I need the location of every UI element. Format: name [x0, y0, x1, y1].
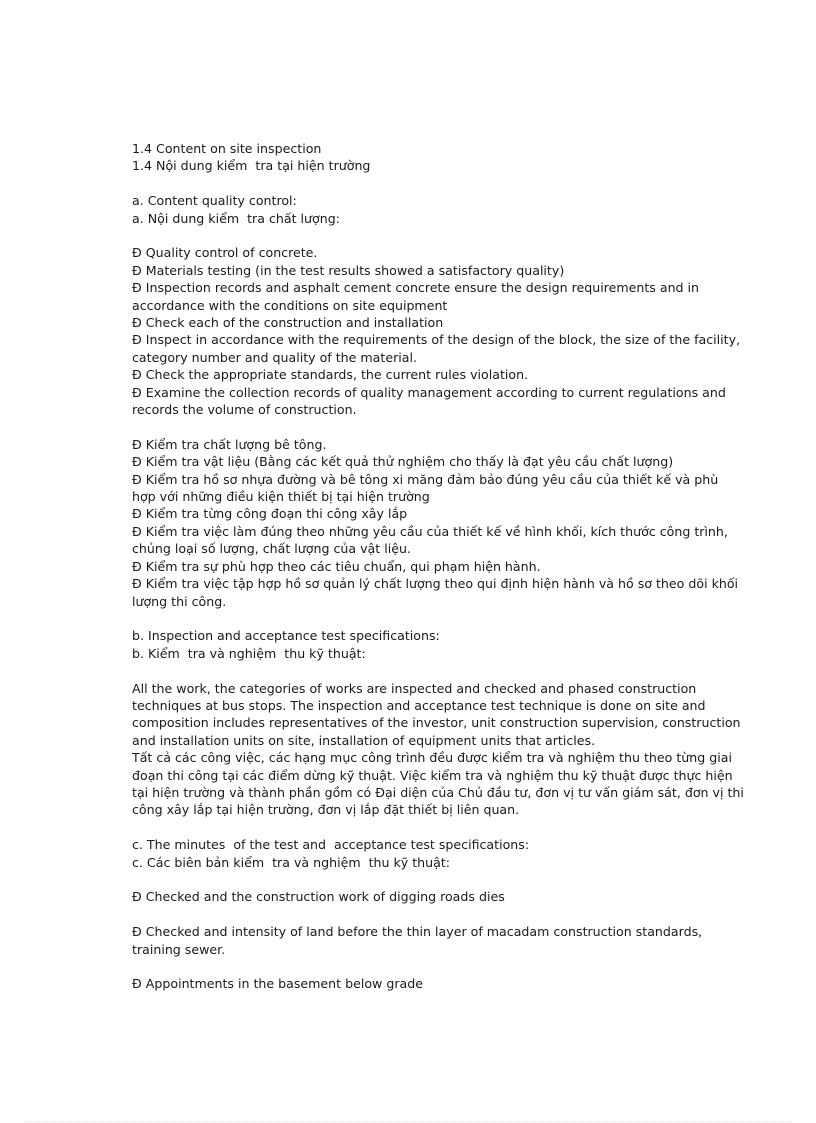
list-item: Đ Kiểm tra chất lượng bê tông. — [132, 436, 327, 452]
list-item: Đ Kiểm tra việc làm đúng theo những yêu cầu của thiết kế về hình khối, kích thước công trình, chủng loại số lượng, chất lượng của vật liệu. — [132, 523, 728, 557]
section-heading-en: 1.4 Content on site inspection — [132, 141, 322, 156]
list-item: Đ Kiểm tra việc tập hợp hồ sơ quản lý chất lượng theo qui định hiện hành và hồ sơ theo dõi khối lượng thi công. — [132, 576, 739, 609]
part-b-heading-en: b. Inspection and acceptance test specifications: — [132, 628, 440, 644]
document-page — [132, 140, 744, 993]
part-b-heading-vi: b. Kiểm tra và nghiệm thu kỹ thuật: — [132, 645, 366, 661]
list-item: Đ Check each of the construction and installation — [132, 315, 444, 331]
list-item: Đ Materials testing (in the test results showed a satisfactory quality) — [132, 262, 565, 278]
part-c-heading-en: c. The minutes of the test and acceptance test specifications: — [132, 837, 530, 853]
list-item: Đ Kiểm tra sự phù hợp theo các tiêu chuẩn, qui phạm hiện hành. — [132, 558, 541, 574]
list-item: Đ Appointments in the basement below grade — [132, 976, 423, 992]
list-item: Đ Kiểm tra hồ sơ nhựa đường và bê tông xi măng đảm bảo đúng yêu cầu của thiết kế và phù hợp với những điều kiện thiết bị tại hiện trường — [132, 471, 719, 505]
list-item: Đ Inspection records and asphalt cement concrete ensure the design requirements and in accordance with the conditions on site equipment — [132, 280, 700, 313]
list-item: Đ Quality control of concrete. — [132, 245, 318, 261]
section-heading-vi: 1.4 Nội dung kiểm tra tại hiện trường — [132, 158, 371, 174]
list-item: Đ Check the appropriate standards, the current rules violation. — [132, 367, 529, 383]
list-item: Đ Inspect in accordance with the requirements of the design of the block, the size of the facility, category number and quality of the material. — [132, 332, 741, 365]
list-item: Đ Checked and the construction work of digging roads dies — [132, 889, 505, 905]
list-item: Đ Examine the collection records of quality management according to current regulations and records the volume of construction. — [132, 384, 726, 418]
list-item: Đ Kiểm tra từng công đoạn thi công xây lắp — [132, 506, 408, 522]
page-bottom-divider — [24, 1121, 792, 1122]
list-item: Đ Checked and intensity of land before the thin layer of macadam construction standards, training sewer. — [132, 924, 703, 957]
part-b-body-en: All the work, the categories of works are inspected and checked and phased construction techniques at bus stops. The inspection and acceptance test technique is done on site and composition includes representatives of the investor, unit construction supervision, construction and installation units on site, installation of equipment units that articles. — [132, 680, 741, 748]
list-item: Đ Kiểm tra vật liệu (Bằng các kết quả thử nghiệm cho thấy là đạt yêu cầu chất lượng) — [132, 454, 674, 470]
part-b-body-vi: Tất cả các công việc, các hạng mục công trình đều được kiểm tra và nghiệm thu theo từng giai đoạn thi công tại các điểm dừng kỹ thuật. Việc kiểm tra và nghiệm thu kỹ thuật được thực hiện tại hiện trường và thành phần gồm có Đại diện của Chủ đầu tư, đơn vị tư vấn giám sát, đơn vị thi công xây lắp tại hiện trường, đơn vị lắp đặt thiết bị liên quan. — [132, 750, 744, 818]
part-a-heading-en: a. Content quality control: — [132, 193, 297, 209]
part-c-heading-vi: c. Các biên bản kiểm tra và nghiệm thu kỹ thuật: — [132, 854, 451, 870]
part-a-heading-vi: a. Nội dung kiểm tra chất lượng: — [132, 210, 340, 226]
